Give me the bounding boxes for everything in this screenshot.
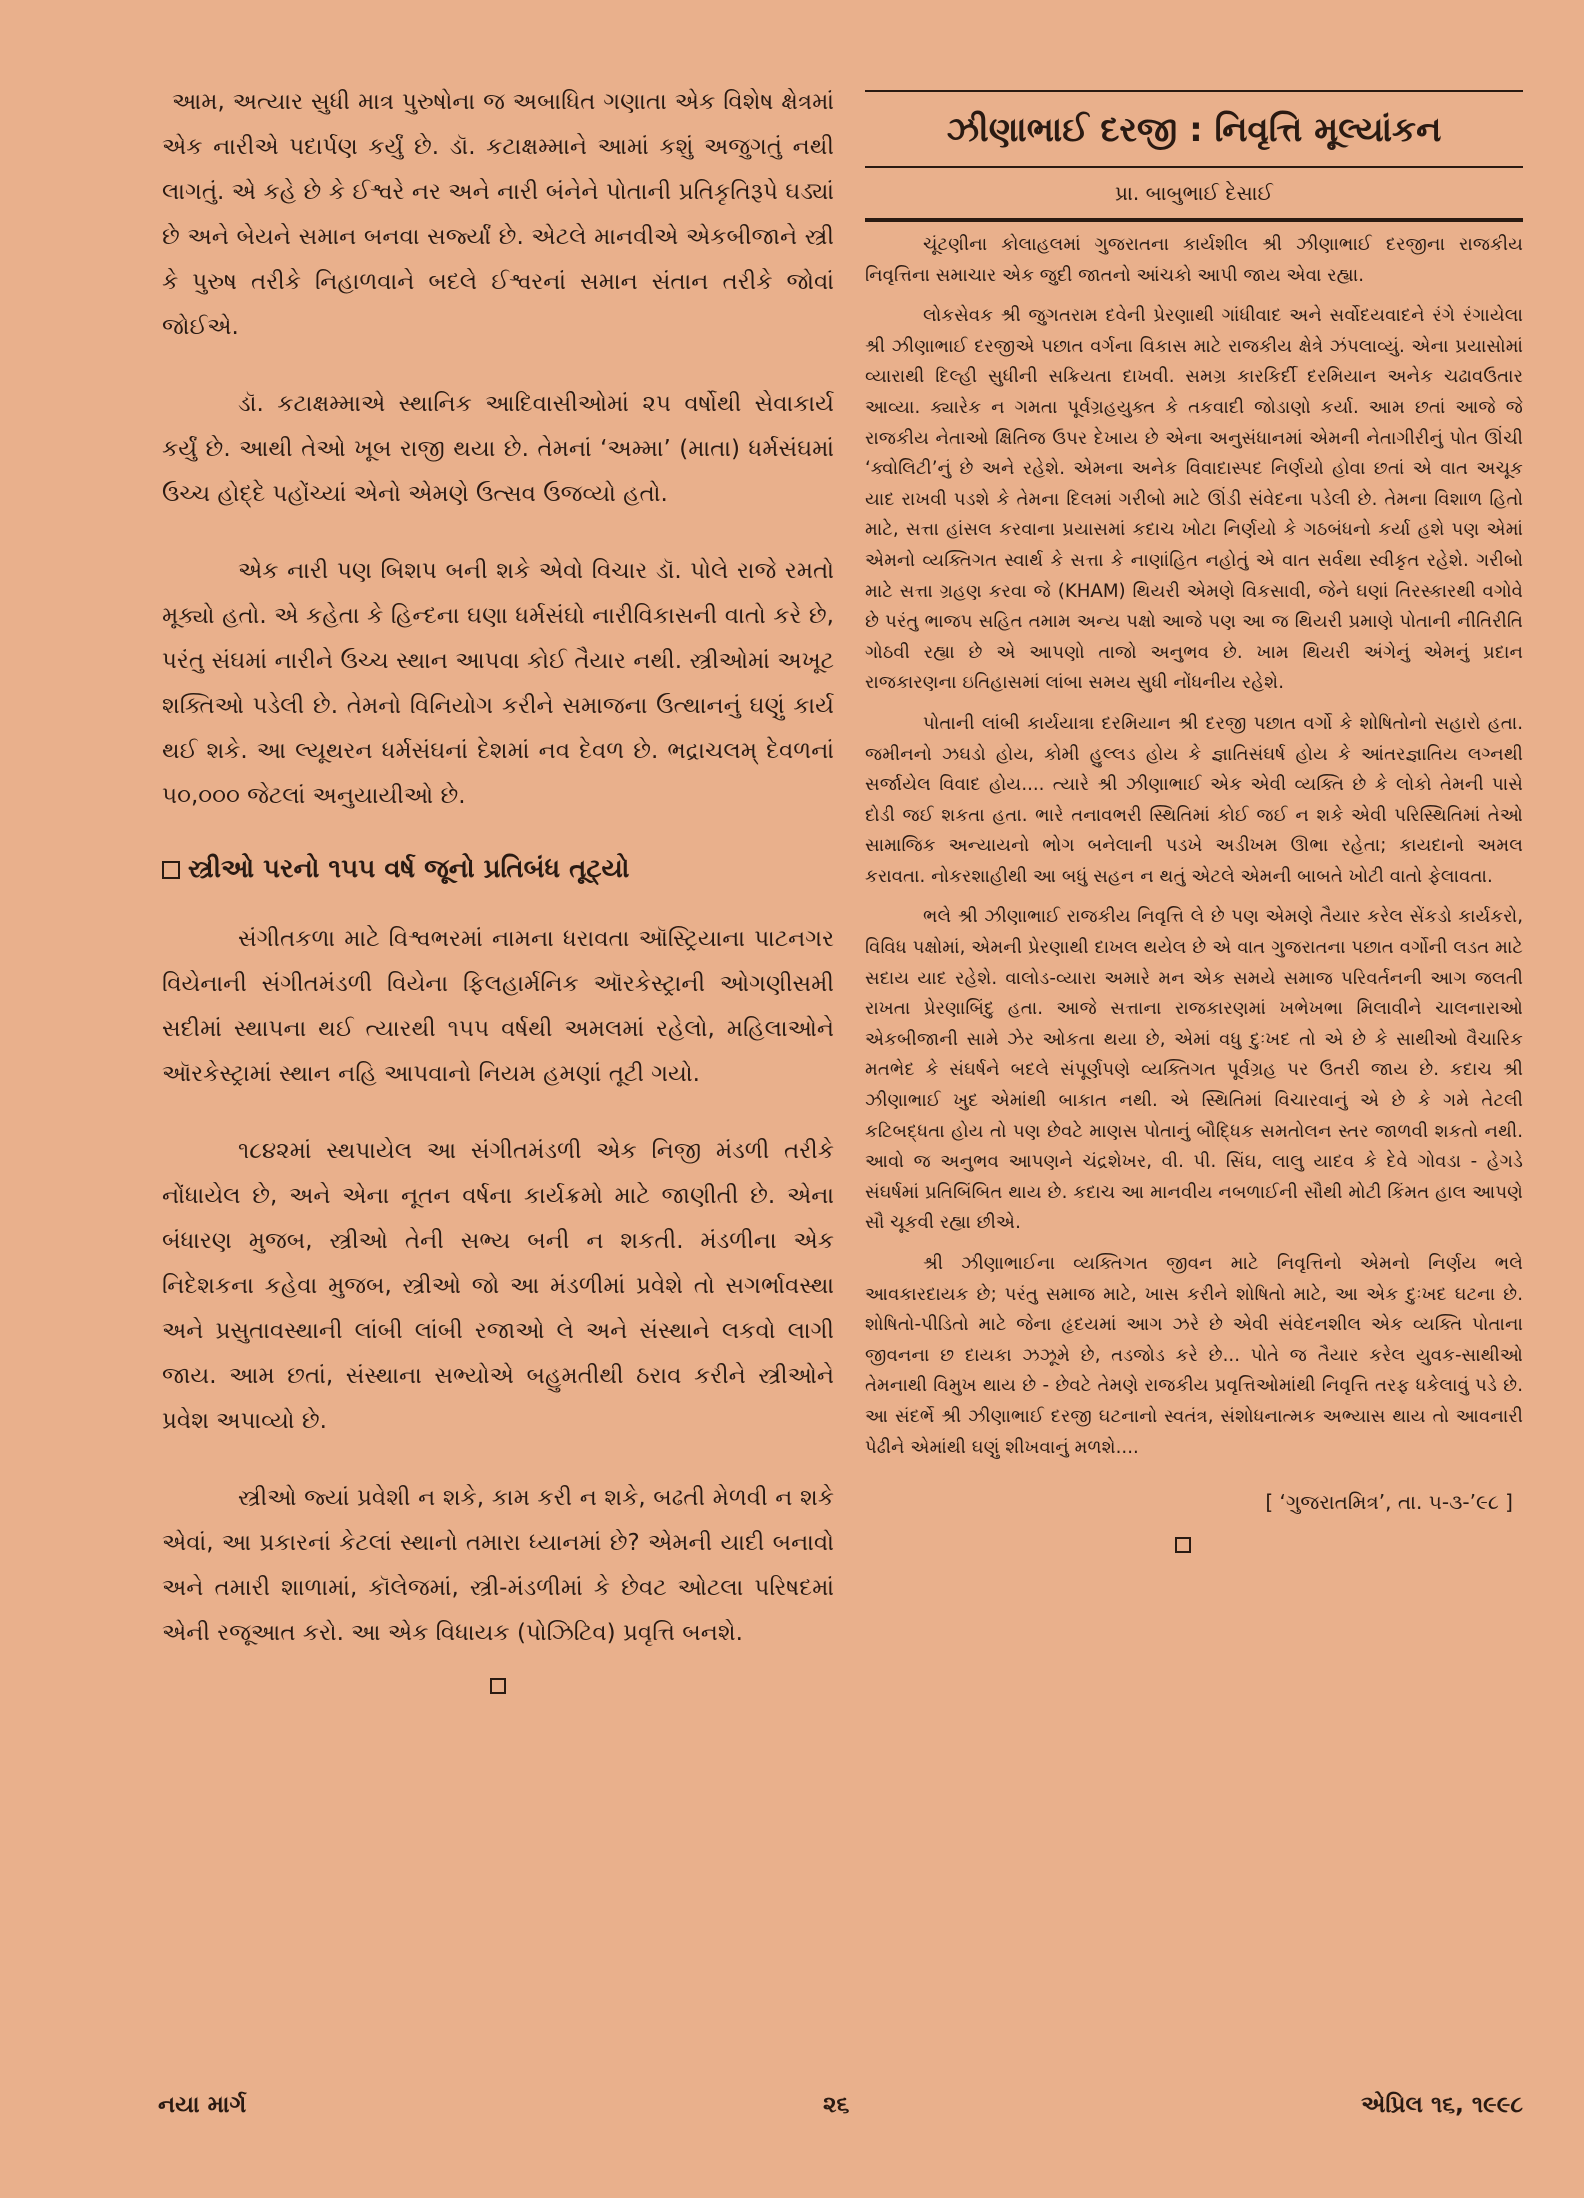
checkbox-bullet-icon [162,861,180,879]
left-paragraph-5: ૧૮૪૨માં સ્થપાયેલ આ સંગીતમંડળી એક નિજી મંડળી તરીકે નોંધાયેલ છે, અને એના નૂતન વર્ષના કાર્યક્રમો માટે જાણીતી છે. એના બંધારણ મુજબ, સ્ત્રીઓ તેની સભ્ય બની ન શકતી. મંડળીના એક નિદેશકના કહેવા મુજબ, સ્ત્રીઓ જો આ મંડળીમાં પ્રવેશે તો સગર્ભાવસ્થા અને પ્રસુતાવસ્થાની લાંબી લાંબી રજાઓ લે અને સંસ્થાને લકવો લાગી જાય. આમ છતાં, સંસ્થાના સભ્યોએ બહુમતીથી ઠરાવ કરીને સ્ત્રીઓને પ્રવેશ અપાવ્યો છે. [162,1138,834,1434]
issue-date: એપ્રિલ ૧૬, ૧૯૯૮ [1361,2092,1523,2118]
left-paragraph-1: આમ, અત્યાર સુધી માત્ર પુરુષોના જ અબાધિત ગણાતા એક વિશેષ ક્ષેત્રમાં એક નારીએ પદાર્પણ કર્યું છે. ડૉ. કટાક્ષમ્માને આમાં કશું અજુગતું નથી લાગતું. એ કહે છે કે ઈશ્વરે નર અને નારી બંનેને પોતાની પ્રતિકૃતિરૂપે ઘડ્યાં છે અને બેયને સમાન બનવા સર્જ્યાં છે. એટલે માનવીએ એકબીજાને સ્ત્રી કે પુરુષ તરીકે નિહાળવાને બદલે ઈશ્વરનાં સમાન સંતાન તરીકે જોવાં જોઈએ. [162,89,834,340]
right-paragraph-2: લોકસેવક શ્રી જુગતરામ દવેની પ્રેરણાથી ગાંધીવાદ અને સર્વોદયવાદને રંગે રંગાયેલા શ્રી ઝીણાભાઈ દરજીએ પછાત વર્ગના વિકાસ માટે રાજકીય ક્ષેત્રે ઝંપલાવ્યું. એના પ્રયાસોમાં વ્યારાથી દિલ્હી સુધીની સક્રિયતા દાખવી. સમગ્ર કારકિર્દી દરમિયાન અનેક ચઢાવઉતાર આવ્યા. ક્યારેક ન ગમતા પૂર્વગ્રહયુક્ત કે તકવાદી જોડાણો કર્યા. આમ છતાં આજે જે રાજકીય નેતાઓ ક્ષિતિજ ઉપર દેખાય છે એના અનુસંધાનમાં એમની નેતાગીરીનું પોત ઊંચી ‘ક્વોલિટી’નું છે અને રહેશે. એમના અનેક વિવાદાસ્પદ નિર્ણયો હોવા છતાં એ વાત અચૂક યાદ રાખવી પડશે કે તેમના દિલમાં ગરીબો માટે ઊંડી સંવેદના પડેલી છે. તેમના વિશાળ હિતો માટે, સત્તા હાંસલ કરવાના પ્રયાસમાં કદાચ ખોટા નિર્ણયો કે ગઠબંધનો કર્યા હશે પણ એમાં એમનો વ્યક્તિગત સ્વાર્થ કે સત્તા કે નાણાંહિત નહોતું એ વાત સર્વથા સ્વીકૃત રહેશે. ગરીબો માટે સત્તા ગ્રહણ કરવા જે (KHAM) થિયરી એમણે વિકસાવી, જેને ઘણાં તિરસ્કારથી વગોવે છે પરંતુ ભાજપ સહિત તમામ અન્ય પક્ષો આજે પણ આ જ થિયરી પ્રમાણે પોતાની નીતિરીતિ ગોઠવી રહ્યા છે એ આપણો તાજો અનુભવ છે. ખામ થિયરી અંગેનું એમનું પ્રદાન રાજકારણના ઇતિહાસમાં લાંબા સમય સુધી નોંધનીય રહેશે. [865,305,1523,694]
end-mark-icon [490,1678,506,1694]
right-paragraph-5: શ્રી ઝીણાભાઈના વ્યક્તિગત જીવન માટે નિવૃત્તિનો એમનો નિર્ણય ભલે આવકારદાયક છે; પરંતુ સમાજ માટે, ખાસ કરીને શોષિતો માટે, આ એક દુઃખદ ઘટના છે. શોષિતો-પીડિતો માટે જેના હૃદયમાં આગ ઝરે છે એવી સંવેદનશીલ એક વ્યક્તિ પોતાના જીવનના છ દાયકા ઝઝૂમે છે, તડજોડ કરે છે... પોતે જ તૈયાર કરેલ યુવક-સાથીઓ તેમનાથી વિમુખ થાય છે - છેવટે તેમણે રાજકીય પ્રવૃત્તિઓમાંથી નિવૃત્તિ તરફ ધકેલાવું પડે છે. આ સંદર્ભે શ્રી ઝીણાભાઈ દરજી ઘટનાનો સ્વતંત્ર, સંશોધનાત્મક અભ્યાસ થાય તો આવનારી પેઢીને એમાંથી ઘણું શીખવાનું મળશે.... [865,1253,1523,1458]
article-title: ઝીણાભાઈ દરજી : નિવૃત્તિ મૂલ્યાંકન [946,110,1442,150]
left-paragraph-3: એક નારી પણ બિશપ બની શકે એવો વિચાર ડૉ. પોલે રાજે રમતો મૂક્યો હતો. એ કહેતા કે હિન્દના ઘણા ધર્મસંઘો નારીવિકાસની વાતો કરે છે, પરંતુ સંઘમાં નારીને ઉચ્ચ સ્થાન આપવા કોઈ તૈયાર નથી. સ્ત્રીઓમાં અખૂટ શક્તિઓ પડેલી છે. તેમનો વિનિયોગ કરીને સમાજના ઉત્થાનનું ઘણું કાર્ય થઈ શકે. આ લ્યૂથરન ધર્મસંઘનાં દેશમાં નવ દેવળ છે. ભદ્રાચલમ્ દેવળનાં ૫૦,૦૦૦ જેટલાં અનુયાયીઓ છે. [162,558,834,809]
page-footer [158,2092,1523,2132]
article-source: [ ‘ગુજરાતમિત્ર’, તા. ૫-૩-’૯૮ ] [1265,1490,1513,1515]
article-author: પ્રા. બાબુભાઈ દેસાઈ [1114,181,1274,205]
right-paragraph-3: પોતાની લાંબી કાર્યયાત્રા દરમિયાન શ્રી દરજી પછાત વર્ગો કે શોષિતોનો સહારો હતા. જમીનનો ઝઘડો હોય, કોમી હુલ્લડ હોય કે જ્ઞાતિસંઘર્ષ હોય કે આંતરજ્ઞાતિય લગ્નથી સર્જાયેલ વિવાદ હોય.... ત્યારે શ્રી ઝીણાભાઈ એક એવી વ્યક્તિ છે કે લોકો તેમની પાસે દોડી જઈ શકતા હતા. ભારે તનાવભરી સ્થિતિમાં કોઈ જઈ ન શકે એવી પરિસ્થિતિમાં તેઓ સામાજિક અન્યાયનો ભોગ બનેલાની પડખે અડીખમ ઊભા રહેતા; કાયદાનો અમલ કરાવતા. નોકરશાહીથી આ બધું સહન ન થતું એટલે એમની બાબતે ખોટી વાતો ફેલાવતા. [865,712,1523,887]
page-number: ૨૬ [823,2092,850,2118]
end-mark-icon-right [1175,1537,1191,1553]
magazine-name: નયા માર્ગ [158,2092,247,2118]
section-heading [162,849,834,889]
title-bottom-rule [865,166,1523,168]
left-column [162,80,834,1694]
section-heading-text: સ્ત્રીઓ પરનો ૧૫૫ વર્ષ જૂનો પ્રતિબંધ તૂટ્યો [188,854,630,884]
title-top-rule [865,90,1523,92]
right-paragraph-4: ભલે શ્રી ઝીણાભાઈ રાજકીય નિવૃત્તિ લે છે પણ એમણે તૈયાર કરેલ સેંકડો કાર્યકરો, વિવિધ પક્ષોમાં, એમની પ્રેરણાથી દાખલ થયેલ છે એ વાત ગુજરાતના પછાત વર્ગોની લડત માટે સદાય યાદ રહેશે. વાલોડ-વ્યારા અમારે મન એક સમયે સમાજ પરિવર્તનની આગ જલતી રાખતા પ્રેરણાબિંદુ હતા. આજે સત્તાના રાજકારણમાં ખભેખભા મિલાવીને ચાલનારાઓ એકબીજાની સામે ઝેર ઓકતા થયા છે, એમાં વધુ દુઃખદ તો એ છે કે સાથીઓ વૈચારિક મતભેદ કે સંઘર્ષને બદલે સંપૂર્ણપણે વ્યક્તિગત પૂર્વગ્રહ પર ઉતરી જાય છે. કદાચ શ્રી ઝીણાભાઈ ખુદ એમાંથી બાકાત નથી. એ સ્થિતિમાં વિચારવાનું એ છે કે ગમે તેટલી કટિબદ્ધતા હોય તો પણ છેવટે માણસ પોતાનું બૌદ્ધિક સમતોલન સ્તર જાળવી શકતો નથી. આવો જ અનુભવ આપણને ચંદ્રશેખર, વી. પી. સિંઘ, લાલુ યાદવ કે દેવે ગોવડા - હેગડે સંઘર્ષમાં પ્રતિબિંબિત થાય છે. કદાચ આ માનવીય નબળાઈની સૌથી મોટી કિંમત હાલ આપણે સૌ ચૂકવી રહ્યા છીએ. [865,906,1523,1234]
right-column [865,90,1523,1553]
left-paragraph-2: ડૉ. કટાક્ષમ્માએ સ્થાનિક આદિવાસીઓમાં ૨૫ વર્ષોથી સેવાકાર્ય કર્યું છે. આથી તેઓ ખૂબ રાજી થયા છે. તેમનાં ‘અમ્મા’ (માતા) ધર્મસંઘમાં ઉચ્ચ હોદ્દે પહોંચ્યાં એનો એમણે ઉત્સવ ઉજવ્યો હતો. [162,391,834,507]
right-paragraph-1: ચૂંટણીના કોલાહલમાં ગુજરાતના કાર્યશીલ શ્રી ઝીણાભાઈ દરજીના રાજકીય નિવૃત્તિના સમાચાર એક જુદી જાતનો આંચકો આપી જાય એવા રહ્યા. [865,234,1523,286]
left-paragraph-4: સંગીતકળા માટે વિશ્વભરમાં નામના ધરાવતા ઑસ્ટ્રિયાના પાટનગર વિયેનાની સંગીતમંડળી વિયેના ફિલહાર્મનિક ઑરકેસ્ટ્રાની ઓગણીસમી સદીમાં સ્થાપના થઈ ત્યારથી ૧૫૫ વર્ષથી અમલમાં રહેલો, મહિલાઓને ઑરકેસ્ટ્રામાં સ્થાન નહિ આપવાનો નિયમ હમણાં તૂટી ગયો. [162,926,834,1087]
left-paragraph-6: સ્ત્રીઓ જ્યાં પ્રવેશી ન શકે, કામ કરી ન શકે, બઢતી મેળવી ન શકે એવાં, આ પ્રકારનાં કેટલાં સ્થાનો તમારા ધ્યાનમાં છે? એમની યાદી બનાવો અને તમારી શાળામાં, કૉલેજમાં, સ્ત્રી-મંડળીમાં કે છેવટ ઓટલા પરિષદમાં એની રજૂઆત કરો. આ એક વિધાયક (પોઝિટિવ) પ્રવૃત્તિ બનશે. [162,1485,834,1646]
